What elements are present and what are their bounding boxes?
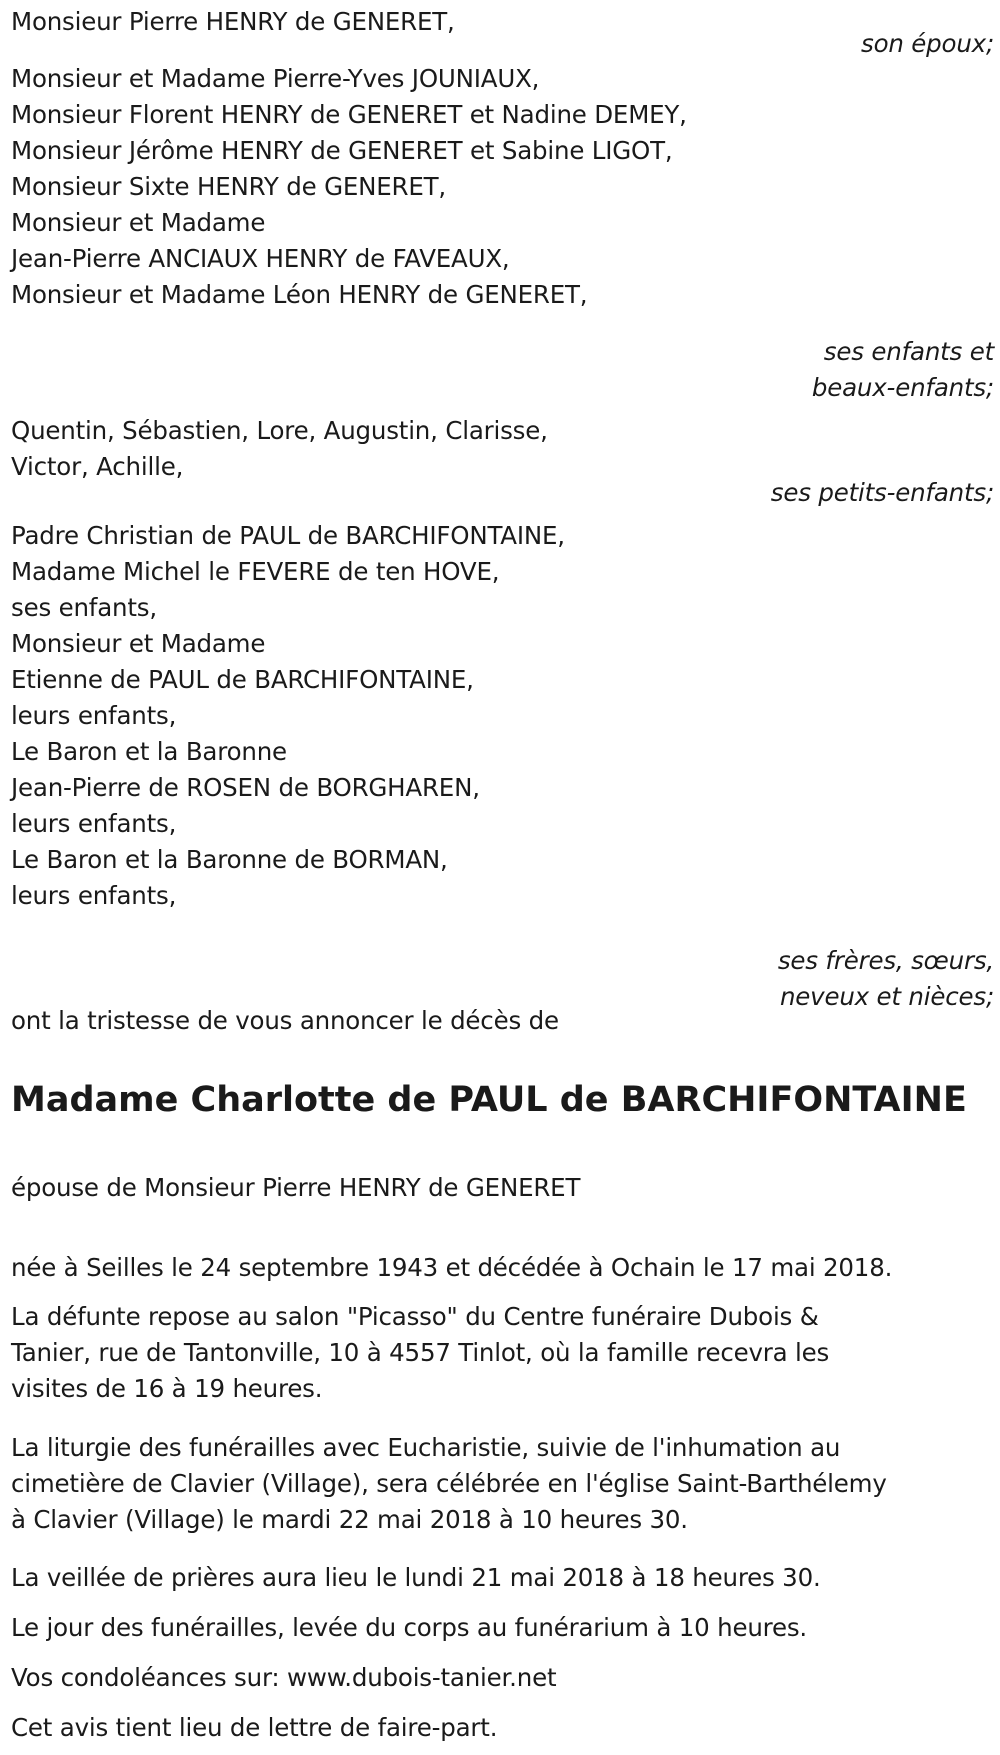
sibling-name-line: Padre Christian de PAUL de BARCHIFONTAINE, [11,521,565,550]
spouse-names [11,4,455,40]
sibling-name-line: leurs enfants, [11,701,177,730]
relation-line: ses petits-enfants; [770,478,994,507]
grandchild-name-line: Victor, Achille, [11,452,184,481]
child-name-line: Monsieur Sixte HENRY de GENERET, [11,172,446,201]
notice-paragraph [11,1710,996,1746]
grandchildren-relation [771,475,994,511]
paragraph-line: Tanier, rue de Tantonville, 10 à 4557 Tinlot, où la famille recevra les [11,1338,830,1367]
relation-line: son époux; [861,29,994,58]
paragraph-line: La veillée de prières aura lieu le lundi 21 mai 2018 à 18 heures 30. [11,1563,821,1592]
grandchildren-names [11,413,548,485]
paragraph-line: Vos condoléances sur: www.dubois-tanier.net [11,1663,557,1692]
relation-line: ses frères, sœurs, [777,946,994,975]
relation-line: ses enfants et [823,337,994,366]
paragraph-line: née à Seilles le 24 septembre 1943 et décédée à Ochain le 17 mai 2018. [11,1253,893,1282]
removal-paragraph [11,1610,996,1646]
child-name-line: Monsieur Florent HENRY de GENERET et Nadine DEMEY, [11,100,687,129]
deceased-name: Madame Charlotte de PAUL de BARCHIFONTAINE [11,1080,967,1120]
condolences-paragraph [11,1660,996,1696]
grandchild-name-line: Quentin, Sébastien, Lore, Augustin, Clarisse, [11,416,548,445]
vigil-paragraph [11,1560,996,1596]
announcement-text: ont la tristesse de vous annoncer le décès de [11,1006,559,1035]
sibling-name-line: ses enfants, [11,593,157,622]
sibling-name-line: Etienne de PAUL de BARCHIFONTAINE, [11,665,474,694]
child-name-line: Monsieur Jérôme HENRY de GENERET et Sabine LIGOT, [11,136,673,165]
sibling-name-line: leurs enfants, [11,809,177,838]
child-name-line: Monsieur et Madame Léon HENRY de GENERET, [11,280,588,309]
deceased-spouse-line: épouse de Monsieur Pierre HENRY de GENERET [11,1173,581,1202]
sibling-name-line: leurs enfants, [11,881,177,910]
repose-paragraph [11,1299,996,1407]
child-name-line: Monsieur et Madame Pierre-Yves JOUNIAUX, [11,64,540,93]
relation-line: neveux et nièces; [779,982,994,1011]
sibling-name-line: Madame Michel le FEVERE de ten HOVE, [11,557,500,586]
paragraph-line: La liturgie des funérailles avec Eucharistie, suivie de l'inhumation au [11,1433,841,1462]
birth-death-paragraph [11,1250,996,1286]
child-name-line: Jean-Pierre ANCIAUX HENRY de FAVEAUX, [11,244,510,273]
spouse-relation [861,26,994,62]
siblings-relation [778,943,994,1015]
paragraph-line: visites de 16 à 19 heures. [11,1374,323,1403]
paragraph-line: Le jour des funérailles, levée du corps au funérarium à 10 heures. [11,1613,808,1642]
sibling-name-line: Jean-Pierre de ROSEN de BORGHAREN, [11,773,480,802]
sibling-name-line: Le Baron et la Baronne [11,737,287,766]
paragraph-line: cimetière de Clavier (Village), sera célébrée en l'église Saint-Barthélemy [11,1469,887,1498]
paragraph-line: Cet avis tient lieu de lettre de faire-part. [11,1713,498,1742]
sibling-name-line: Le Baron et la Baronne de BORMAN, [11,845,448,874]
paragraph-line: à Clavier (Village) le mardi 22 mai 2018 à 10 heures 30. [11,1505,688,1534]
relation-line: beaux-enfants; [811,373,994,402]
children-relation [812,334,994,406]
sibling-name-line: Monsieur et Madame [11,629,266,658]
liturgy-paragraph [11,1430,996,1538]
children-names [11,61,687,313]
siblings-names [11,518,565,914]
announcement [11,1003,559,1039]
child-name-line: Monsieur et Madame [11,208,266,237]
spouse-name-line: Monsieur Pierre HENRY de GENERET, [11,7,455,36]
paragraph-line: La défunte repose au salon "Picasso" du Centre funéraire Dubois & [11,1302,819,1331]
